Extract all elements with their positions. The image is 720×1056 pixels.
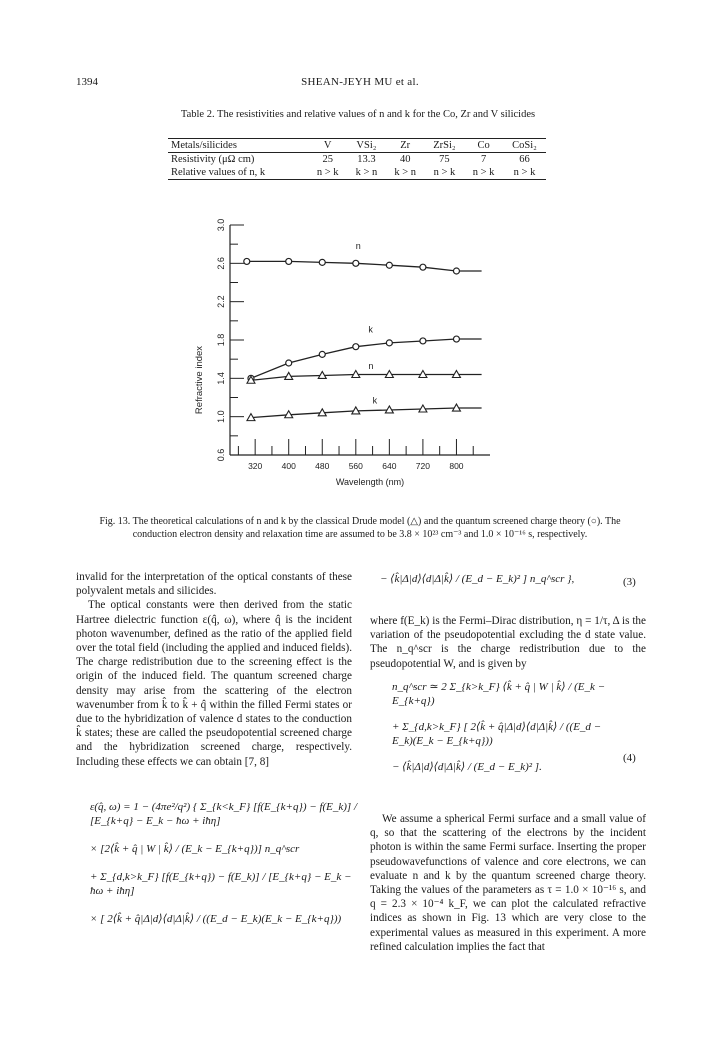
table-header: Metals/silicides — [171, 140, 237, 151]
table-cell: Resistivity (μΩ cm) — [171, 154, 255, 165]
table-header: VSi₂ — [356, 140, 377, 151]
x-tick-label: 320 — [248, 461, 263, 471]
data-point-circle — [353, 344, 359, 350]
equation-line: − ⟨k̂|Δ|d⟩⟨d|Δ|k̂⟩ / (E_d − E_k)² ]. — [392, 761, 542, 773]
table-caption: Table 2. The resistivities and relative values of n and k for the Co, Zr and V silicides — [180, 109, 536, 120]
equation-number: (4) — [623, 752, 636, 764]
table-row — [168, 166, 546, 180]
equation-4 — [392, 680, 614, 774]
table-header: ZrSi₂ — [433, 140, 456, 151]
table-cell: Relative values of n, k — [171, 167, 266, 178]
y-tick-label: 3.0 — [216, 218, 226, 232]
table-header-row — [168, 139, 546, 153]
paragraph: invalid for the interpretation of the optical constants of these polyvalent metals and silicides. — [76, 571, 352, 598]
y-tick-label: 2.2 — [216, 295, 226, 308]
equation-line: + Σ_{d,k>k_F} [f(E_{k+q}) − f(E_k)] / [E_{k+q} − E_k − ħω + iħη] — [90, 871, 352, 897]
equation-3-left — [90, 800, 360, 926]
x-axis-label: Wavelength (nm) — [335, 477, 405, 487]
data-point-circle — [286, 360, 292, 366]
y-tick-label: 1.0 — [216, 410, 226, 423]
x-tick-label: 560 — [348, 461, 363, 471]
x-tick-label: 400 — [281, 461, 296, 471]
data-point-circle — [420, 338, 426, 344]
y-tick-label: 1.8 — [216, 333, 226, 347]
y-tick-label: 2.6 — [216, 257, 226, 270]
equation-line: × [ 2⟨k̂ + q̂|Δ|d⟩⟨d|Δ|k̂⟩ / ((E_d − E_k)(E_k − E_{k+q})) — [90, 913, 342, 925]
data-point-circle — [453, 336, 459, 342]
table-header: Co — [477, 140, 490, 151]
table-header: CoSi₂ — [512, 140, 537, 151]
data-point-circle — [353, 260, 359, 266]
paragraph: where f(E_k) is the Fermi–Dirac distribution, η = 1/τ, Δ is the variation of the pseudopotential excluding the d state value. The n_q^scr is the charge redistribution due to the pseudopotential W, and is given by — [370, 615, 646, 670]
table-cell: 13.3 — [357, 154, 376, 165]
y-axis-label: Refractive index — [194, 345, 205, 415]
table-cell: k > n — [355, 167, 378, 178]
paragraph: We assume a spherical Fermi surface and a small value of q, so that the scattering of the electrons by the incident photon is within the same Fermi surface. Inserting the proper pseudowavefunctions of valence and core electrons, we can evaluate n and k by the quantum screened charge theory. Taking the values of the parameters as τ = 1.0 × 10⁻¹⁶ s, and q = 2.3 × 10⁻⁴ k_F, we can plot the calculated refractive indices as shown in Fig. 13 which are very close to the experimental values as measured in this experiment. A more refined calculation implies the fact that — [370, 813, 646, 953]
equation-line: + Σ_{d,k>k_F} [ 2⟨k̂ + q̂|Δ|d⟩⟨d|Δ|k̂⟩ / ((E_d − E_k)(E_k − E_{k+q})) — [392, 721, 602, 747]
figure-caption: Fig. 13. The theoretical calculations of n and k by the classical Drude model (△) and the quantum screened charge theory (○). The conduction electron density and relaxation time are assumed to be 3.8 × 10²³ cm⁻³ and 1.0 × 10⁻¹⁶ s, respectively. — [99, 516, 621, 540]
table-cell: 25 — [322, 154, 333, 165]
table-cell: k > n — [394, 167, 417, 178]
data-point-circle — [386, 262, 392, 268]
table-header: Zr — [400, 140, 411, 151]
table-cell: 66 — [519, 154, 530, 165]
left-column-text — [76, 570, 352, 769]
data-point-circle — [453, 268, 459, 274]
paragraph: The optical constants were then derived from the static Hartree dielectric function ε(q̂, ω), where q̂ is the incident photon wavenumber, defined as the ratio of the applied field over the total field (including the applied and induced fields). The charge redistribution due to the screening effect is the origin of the induced field. The quantum screened charge density may arise from the scattering of the electron wavenumber from k̂ to k̂ + q̂ within the filled Fermi states or due to the hybridization of valence d states to the conduction k̂ states; these are called the pseudopotential screened charge and the hybridization screened charge, respectively. Including these effects we can obtain [7, 8] — [76, 599, 352, 768]
equation-number: (3) — [623, 576, 636, 588]
table-cell: n > k — [472, 167, 495, 178]
data-point-circle — [386, 340, 392, 346]
table-cell: n > k — [433, 167, 456, 178]
curve-label: k — [372, 395, 378, 406]
equation-line: ε(q̂, ω) = 1 − (4πe²/q²) { Σ_{k<k_F} [f(E_{k+q}) − f(E_k)] / [E_{k+q} − E_k − ħω + iħη] — [90, 801, 358, 827]
x-tick-label: 800 — [449, 461, 464, 471]
table-cell: n > k — [513, 167, 536, 178]
equation-3-right: − ⟨k̂|Δ|d⟩⟨d|Δ|k̂⟩ / (E_d − E_k)² ] n_q^scr }, — [380, 573, 575, 585]
data-point-circle — [319, 259, 325, 265]
y-tick-label: 0.6 — [216, 448, 226, 462]
curve-label: n — [368, 360, 374, 371]
equation-line: n_q^scr ≃ 2 Σ_{k>k_F} ⟨k̂ + q̂ | W | k̂⟩ / (E_k − E_{k+q}) — [392, 681, 606, 707]
x-tick-label: 640 — [382, 461, 397, 471]
data-point-circle — [319, 351, 325, 357]
running-head: SHEAN-JEYH MU et al. — [301, 76, 419, 88]
y-tick-label: 1.4 — [216, 372, 226, 385]
page-number: 1394 — [76, 76, 98, 88]
table-row — [168, 153, 546, 167]
equation-line: × [2⟨k̂ + q̂ | W | k̂⟩ / (E_k − E_{k+q})] n_q^scr — [90, 843, 300, 855]
x-tick-label: 480 — [315, 461, 330, 471]
table-cell: 40 — [399, 154, 411, 165]
right-column-text-2 — [370, 812, 646, 954]
data-point-circle — [420, 264, 426, 270]
curve-label: k — [368, 324, 373, 335]
curve-label: n — [355, 240, 361, 251]
refractive-index-chart — [190, 215, 520, 505]
right-column-text — [370, 614, 646, 671]
data-point-circle — [244, 258, 250, 264]
resistivity-table — [168, 138, 546, 180]
table-cell: 75 — [439, 154, 450, 165]
table-cell: 7 — [480, 154, 487, 165]
series-line-1 — [251, 339, 482, 378]
data-point-circle — [286, 258, 292, 264]
table-header: V — [323, 140, 332, 151]
series-line-0 — [247, 261, 482, 271]
table-cell: n > k — [316, 167, 339, 178]
x-tick-label: 720 — [415, 461, 430, 471]
